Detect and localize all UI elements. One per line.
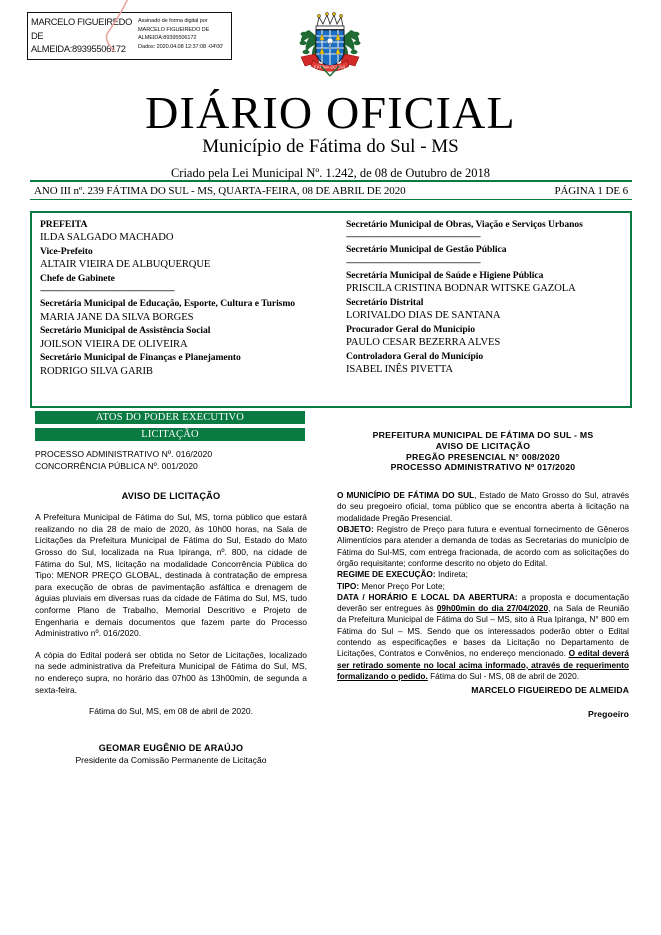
- official-left-dash-5: --------------------------------------------------------: [40, 285, 175, 297]
- data-text-2: , na Sala de Reunião da Prefeitura Municipal de Fátima do Sul – MS, sito á Rua Ipiranga, N° 800 em Fátima do Sul – MS. Sendo que os interessados poderão obter o Edital contendo as especificações e bases da Licitação no Departamento de Licitações, Contratos e Convênios, no endereço mencionado.: [337, 603, 630, 659]
- svg-text:FÁTIMA DO SUL: FÁTIMA DO SUL: [314, 64, 346, 70]
- right-notice-heading-3: PREGÃO PRESENCIAL N° 008/2020: [406, 451, 560, 462]
- officials-box: [30, 211, 632, 408]
- official-left-role-4: Chefe de Gabinete: [40, 273, 115, 284]
- left-notice-date: Fátima do Sul, MS, em 08 de abril de 2020.: [89, 706, 253, 717]
- right-signer-role: Pregoeiro: [587, 709, 629, 720]
- official-left-name-3: ALTAIR VIEIRA DE ALBUQUERQUE: [40, 259, 211, 271]
- left-notice-paragraph-2: A cópia do Edital poderá ser obtida no Setor de Licitações, localizado na sede administrativa da Prefeitura Municipal de Fátima do Sul, MS, no endereço supra, no horário das 07h00 às 13h00min, de segunda a sexta-feira.: [35, 649, 307, 695]
- signature-details: [135, 13, 231, 59]
- official-left-role-6: Secretária Municipal de Educação, Esporte, Cultura e Turismo: [40, 298, 296, 310]
- tipo-text: Menor Preço Por Lote;: [359, 580, 445, 591]
- official-left-name-1: ILDA SALGADO MACHADO: [40, 232, 174, 244]
- right-notice-tipo: [337, 581, 629, 592]
- official-right-name-5: PRISCILA CRISTINA BODNAR WITSKE GAZOLA: [346, 283, 576, 295]
- left-notice-paragraph-1: A Prefeitura Municipal de Fátima do Sul, MS, torna público que estará realizando no dia 28 de maio de 2020, às 10h00 horas, na Sala de Licitações da Prefeitura Municipal de Fátima do Sul, Estado do Mato Grosso do Sul, localizada na Rua Ipiranga, nº. 800, na cidade de Fátima do Sul, MS, licitação na modalidade Concorrência Pública do Tipo: MENOR PREÇO GLOBAL, destinada à contratação de empresa para execução de obras de pavimentação asfáltica e drenagem de águias pluviais em diversas ruas da cidade de Fátima do Sul, MS, tudo conforme Plano de Trabalho, Memorial Descritivo e Projeto de Engenharia e demais documentos que fazem parte do Processo Administrativo nº. 016/2020.: [35, 512, 307, 639]
- right-closing-date: Fátima do Sul - MS, 08 de abril de 2020.: [427, 670, 580, 681]
- right-notice-regime: [337, 569, 629, 580]
- left-signer-name: GEOMAR EUGÊNIO DE ARAÚJO: [98, 742, 244, 753]
- right-notice-data: [337, 592, 629, 682]
- official-right-role-10: Controladora Geral do Município: [346, 350, 484, 362]
- official-right-name-7: LORIVALDO DIAS DE SANTANA: [346, 310, 501, 322]
- process-number-line-1: PROCESSO ADMINISTRATIVO Nº. 016/2020: [35, 449, 213, 459]
- official-left-name-7: MARIA JANE DA SILVA BORGES: [40, 311, 194, 323]
- signature-detail-line-3: ALMEIDA:89395506172: [138, 35, 197, 42]
- official-left-name-11: RODRIGO SILVA GARIB: [40, 365, 153, 377]
- data-underline-1: 09h00min do dia 27/04/2020: [436, 603, 549, 614]
- objeto-label: OBJETO:: [337, 524, 374, 535]
- official-left-role-2: Vice-Prefeito: [40, 246, 93, 257]
- left-signer-role: Presidente da Comissão Permanente de Licitação: [75, 754, 267, 765]
- process-number-line-2: CONCORRÊNCIA PÚBLICA Nº. 001/2020: [35, 460, 198, 471]
- official-left-role-10: Secretário Municipal de Finanças e Planejamento: [40, 352, 241, 364]
- banner-executive-acts: ATOS DO PODER EXECUTIVO: [35, 411, 305, 424]
- edition-info-left: ANO III nº. 239 FÁTIMA DO SUL - MS, QUARTA-FEIRA, 08 DE ABRIL DE 2020: [34, 184, 406, 197]
- right-notice-intro: [337, 490, 629, 524]
- masthead-subtitle: Município de Fátima do Sul - MS: [202, 136, 459, 157]
- right-notice-heading-1: PREFEITURA MUNICIPAL DE FÁTIMA DO SUL - MS: [372, 430, 594, 440]
- objeto-text: Registro de Preço para futura e eventual fornecimento de Gêneros Alimentícios para atender a demanda de todas as Secretarias do município de Fátima do Sul-MS, com entrega fracionada, de acordo com as solicitações do órgão requisitante; conforme descrito no objeto do Edital.: [337, 524, 629, 568]
- signature-detail-line-2: MARCELO FIGUEIREDO DE: [138, 26, 210, 33]
- banner-bidding: LICITAÇÃO: [35, 428, 305, 441]
- page-title: DIÁRIO OFICIAL: [145, 87, 516, 138]
- official-right-dash-1: --------------------------------------------------------: [346, 231, 481, 243]
- official-right-role-6: Secretário Distrital: [346, 296, 424, 308]
- official-right-name-9: PAULO CESAR BEZERRA ALVES: [346, 337, 501, 349]
- masthead-law-line: Criado pela Lei Municipal Nº. 1.242, de 08 de Outubro de 2018: [170, 166, 491, 180]
- official-right-name-11: ISABEL INÊS PIVETTA: [346, 364, 453, 376]
- masthead: [0, 88, 661, 182]
- official-left-name-9: JOILSON VIEIRA DE OLIVEIRA: [40, 338, 188, 350]
- right-signer-name: MARCELO FIGUEIREDO DE ALMEIDA: [471, 685, 629, 696]
- right-notice-heading-4: PROCESSO ADMINISTRATIVO Nº 017/2020: [390, 462, 576, 473]
- left-notice-heading: AVISO DE LICITAÇÃO: [121, 491, 221, 502]
- official-right-role-0: Secretário Municipal de Obras, Viação e Serviços Urbanos: [346, 219, 583, 230]
- signature-subject-line-1: MARCELO FIGUEIREDO: [31, 17, 133, 27]
- officials-right-column: [342, 213, 630, 406]
- official-right-role-4: Secretária Municipal de Saúde e Higiene Pública: [346, 269, 544, 281]
- signature-detail-line-1: Assinado de forma digital por: [138, 18, 208, 24]
- left-notice-column: [35, 449, 307, 766]
- regime-label: REGIME DE EXECUÇÃO:: [337, 569, 436, 580]
- official-right-dash-3: --------------------------------------------------------: [346, 256, 481, 268]
- edition-info-bar: [30, 180, 632, 200]
- signature-subject-line-3: ALMEIDA:89395506172: [31, 44, 126, 54]
- data-text-1: a proposta e documentação deverão ser entregues às: [337, 591, 629, 614]
- official-right-role-2: Secretário Municipal de Gestão Pública: [346, 244, 507, 256]
- right-intro-bold: O MUNICÍPIO DE FÁTIMA DO SUL: [337, 490, 475, 501]
- signature-subject: [28, 13, 135, 59]
- edital-underline: O edital deverá ser retirado somente no local acima informado, através de requerimento formalizando o pedido.: [337, 648, 629, 681]
- right-notice-heading-2: AVISO DE LICITAÇÃO: [435, 440, 531, 451]
- right-notice-objeto: [337, 524, 629, 569]
- signature-subject-line-2: DE: [31, 30, 44, 41]
- digital-signature-stamp: [27, 12, 232, 60]
- data-label: DATA / HORÁRIO E LOCAL DA ABERTURA:: [337, 591, 518, 602]
- page-number-label: PÁGINA 1 DE 6: [554, 184, 628, 197]
- official-left-role-0: PREFEITA: [40, 219, 88, 230]
- signature-detail-line-4: Dados: 2020.04.08 12:37:08 -04'00': [138, 43, 224, 50]
- right-notice-column: [337, 430, 629, 720]
- officials-left-column: [32, 213, 342, 406]
- right-intro-rest: , Estado de Mato Grosso do Sul, através do seu pregoeiro oficial, toma público que se encontra aberta à licitação na modalidade Pregão Presencial.: [337, 490, 629, 523]
- tipo-label: TIPO:: [337, 580, 360, 591]
- regime-text: Indireta;: [435, 569, 468, 580]
- official-left-role-8: Secretário Municipal de Assistência Social: [40, 325, 211, 337]
- coat-of-arms-icon: [297, 10, 363, 80]
- official-right-role-8: Procurador Geral do Município: [346, 323, 476, 335]
